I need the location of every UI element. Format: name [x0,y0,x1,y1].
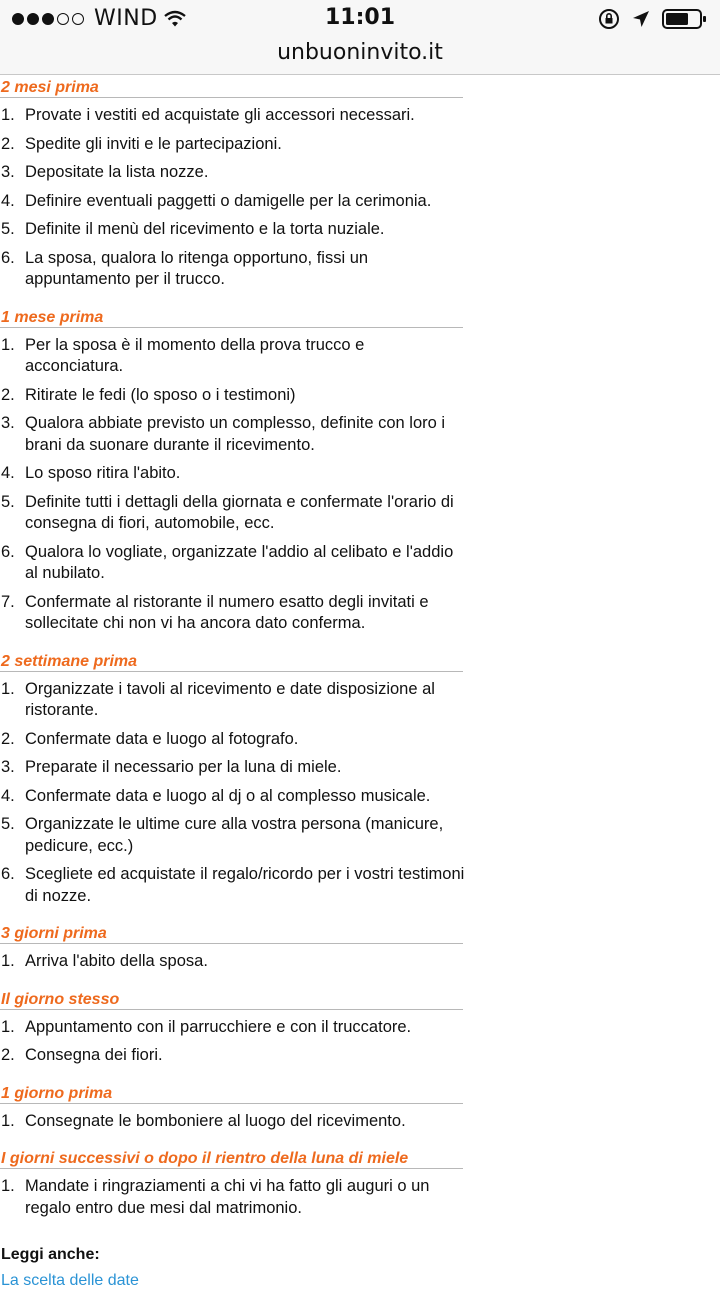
list-item-text: Scegliete ed acquistate il regalo/ricordo per i vostri testimoni di nozze. [25,865,465,905]
list-item-text: Mandate i ringraziamenti a chi vi ha fatto gli auguri o un regalo entro due mesi dal matrimonio. [25,1177,430,1217]
list-number: 4. [1,191,15,210]
list-number: 2. [1,134,15,153]
section-title: Il giorno stesso [0,988,463,1010]
list-item [0,1017,465,1039]
list-number: 3. [1,163,15,181]
list-item [0,951,465,973]
list-number: 2. [1,385,15,404]
list-item-text: Provate i vestiti ed acquistate gli accessori necessari. [25,106,415,124]
list-item [0,592,465,635]
list-number: 6. [1,865,15,883]
list-item [0,1176,465,1219]
list-item [0,162,465,184]
list-number: 1. [1,679,15,698]
list-item [0,729,465,751]
list-item-text: Consegnate le bomboniere al luogo del ricevimento. [25,1111,406,1130]
task-list [0,944,720,988]
list-number: 5. [1,815,15,833]
list-number: 1. [1,952,15,970]
list-number: 3. [1,758,15,776]
address-bar[interactable] [0,38,720,75]
list-item [0,814,465,857]
list-number: 5. [1,492,15,511]
read-also-heading: Leggi anche: [1,1246,100,1263]
list-item-text: Confermate al ristorante il numero esatto degli invitati e sollecitate chi non vi ha ancora dato conferma. [25,592,429,632]
task-list [0,1010,720,1082]
list-item [0,492,465,535]
list-number: 1. [1,106,15,124]
list-item-text: Ritirate le fedi (lo sposo o i testimoni) [25,385,296,404]
section-title: 1 mese prima [0,306,463,328]
section-title: 3 giorni prima [0,922,463,944]
list-item-text: Preparate il necessario per la luna di miele. [25,758,342,776]
list-number: 7. [1,592,15,611]
list-item-text: Definite tutti i dettagli della giornata e confermate l'orario di consegna di fiori, automobile, ecc. [25,492,454,532]
list-item-text: Appuntamento con il parrucchiere e con il truccatore. [25,1017,412,1036]
list-number: 6. [1,248,15,267]
section-title: 2 mesi prima [0,76,463,98]
list-item [0,105,465,127]
section-title: 1 giorno prima [0,1082,463,1104]
list-item [0,248,465,291]
carrier-label: WIND [94,6,158,31]
task-list [0,1104,720,1148]
list-item-text: Depositate la lista nozze. [25,163,209,181]
list-item-text: Arriva l'abito della sposa. [25,952,208,970]
list-item-text: Qualora lo vogliate, organizzate l'addio al celibato e l'addio al nubilato. [25,542,454,582]
list-number: 4. [1,464,15,482]
list-item-text: Confermate data e luogo al dj o al complesso musicale. [25,786,431,805]
list-number: 4. [1,786,15,805]
list-item [0,864,465,907]
page-content [0,76,720,1290]
list-item-text: Consegna dei fiori. [25,1046,163,1064]
status-right [598,8,708,30]
list-item-text: Per la sposa è il momento della prova trucco e acconciatura. [25,335,365,375]
status-bar [0,0,720,38]
section-title: 2 settimane prima [0,650,463,672]
list-item-text: Lo sposo ritira l'abito. [25,464,181,482]
list-item [0,385,465,407]
list-item-text: Confermate data e luogo al fotografo. [25,729,299,748]
list-number: 5. [1,220,15,238]
list-item [0,335,465,378]
location-arrow-icon [632,10,650,28]
list-item [0,542,465,585]
read-also-link[interactable]: La scelta delle date [1,1272,139,1289]
list-item [0,134,465,156]
task-list [0,1169,720,1234]
list-item [0,413,465,456]
list-number: 2. [1,729,15,748]
task-list [0,672,720,923]
list-number: 1. [1,1177,15,1195]
status-time: 11:01 [324,5,396,30]
list-item-text: Organizzate le ultime cure alla vostra persona (manicure, pedicure, ecc.) [25,815,444,855]
list-number: 1. [1,335,15,354]
list-item-text: Definite il menù del ricevimento e la torta nuziale. [25,220,385,238]
list-number: 6. [1,542,15,561]
list-item [0,786,465,808]
task-list [0,98,720,306]
list-item [0,191,465,213]
url-text[interactable]: unbuoninvito.it [277,40,443,65]
list-item [0,219,465,241]
list-item [0,463,465,485]
list-item-text: Spedite gli inviti e le partecipazioni. [25,134,282,153]
list-number: 1. [1,1017,15,1036]
list-item-text: Organizzate i tavoli al ricevimento e date disposizione al ristorante. [25,679,435,719]
battery-icon [662,8,708,30]
list-item-text: Qualora abbiate previsto un complesso, definite con loro i brani da suonare durante il ricevimento. [25,414,446,454]
list-item-text: La sposa, qualora lo ritenga opportuno, fissi un appuntamento per il trucco. [25,248,369,288]
list-number: 2. [1,1046,15,1064]
list-item [0,757,465,779]
section-title: I giorni successivi o dopo il rientro della luna di miele [0,1147,463,1169]
task-list [0,328,720,650]
list-item [0,1045,465,1067]
list-number: 3. [1,414,15,432]
list-number: 1. [1,1111,15,1130]
list-item [0,679,465,722]
rotation-lock-icon [598,8,620,30]
list-item [0,1111,465,1133]
list-item-text: Definire eventuali paggetti o damigelle per la cerimonia. [25,191,432,210]
